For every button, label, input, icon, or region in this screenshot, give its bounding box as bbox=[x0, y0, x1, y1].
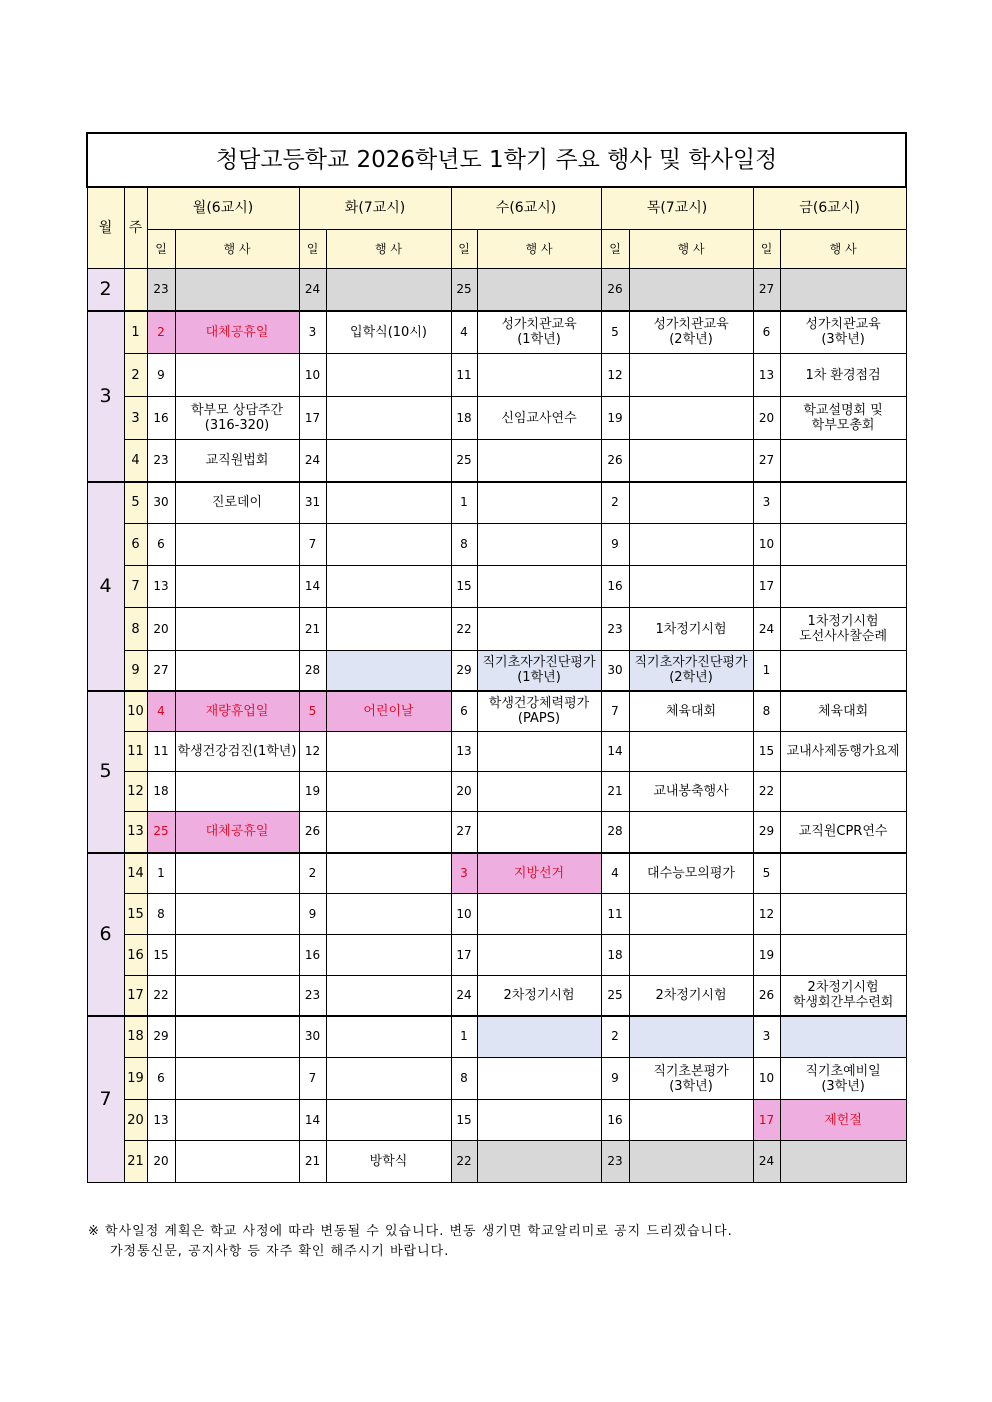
month-cell: 7 bbox=[87, 1016, 124, 1183]
week-cell: 19 bbox=[124, 1058, 147, 1100]
event-cell bbox=[326, 651, 451, 691]
event-cell bbox=[326, 608, 451, 651]
date-cell: 10 bbox=[753, 1058, 780, 1100]
event-cell bbox=[629, 1016, 753, 1058]
date-cell: 30 bbox=[299, 1016, 326, 1058]
event-cell bbox=[629, 524, 753, 566]
date-cell: 23 bbox=[299, 976, 326, 1016]
date-cell: 4 bbox=[147, 691, 175, 732]
event-cell bbox=[780, 566, 906, 608]
footnote-line-2: 가정통신문, 공지사항 등 자주 확인 해주시기 바랍니다. bbox=[110, 1244, 450, 1259]
day-header-fri: 금(6교시) bbox=[753, 187, 906, 230]
date-subheader: 일 bbox=[601, 230, 629, 269]
date-cell: 18 bbox=[601, 935, 629, 976]
date-cell: 15 bbox=[451, 566, 477, 608]
date-cell: 28 bbox=[601, 812, 629, 853]
date-cell: 14 bbox=[601, 732, 629, 772]
event-cell: 학생건강체력평가 (PAPS) bbox=[477, 691, 601, 732]
event-cell: 직기초예비일 (3학년) bbox=[780, 1058, 906, 1100]
event-cell bbox=[477, 1016, 601, 1058]
date-cell: 11 bbox=[601, 894, 629, 935]
date-cell: 15 bbox=[451, 1100, 477, 1141]
week-cell: 7 bbox=[124, 566, 147, 608]
week-header: 주 bbox=[124, 187, 147, 269]
date-cell: 31 bbox=[299, 482, 326, 524]
event-cell: 대수능모의평가 bbox=[629, 853, 753, 894]
date-cell: 25 bbox=[451, 440, 477, 482]
week-row bbox=[87, 1100, 906, 1141]
date-cell: 24 bbox=[299, 269, 326, 311]
week-row bbox=[87, 524, 906, 566]
date-cell: 27 bbox=[753, 269, 780, 311]
event-cell bbox=[175, 354, 299, 397]
event-cell bbox=[175, 1058, 299, 1100]
schedule-body bbox=[87, 269, 906, 1183]
event-cell bbox=[175, 1100, 299, 1141]
date-cell: 2 bbox=[601, 1016, 629, 1058]
event-cell bbox=[477, 1058, 601, 1100]
event-cell: 2차정기시험 학생회간부수련회 bbox=[780, 976, 906, 1016]
date-cell: 26 bbox=[601, 440, 629, 482]
date-cell: 22 bbox=[451, 608, 477, 651]
event-cell: 성가치관교육 (2학년) bbox=[629, 311, 753, 354]
event-cell bbox=[780, 935, 906, 976]
date-cell: 24 bbox=[753, 1141, 780, 1183]
event-cell bbox=[326, 1100, 451, 1141]
date-cell: 3 bbox=[753, 482, 780, 524]
date-cell: 5 bbox=[299, 691, 326, 732]
week-row bbox=[87, 772, 906, 812]
date-cell: 19 bbox=[601, 397, 629, 440]
date-cell: 22 bbox=[451, 1141, 477, 1183]
week-row bbox=[87, 1016, 906, 1058]
event-cell bbox=[780, 894, 906, 935]
event-cell bbox=[477, 1141, 601, 1183]
event-cell bbox=[780, 1016, 906, 1058]
event-cell: 진로데이 bbox=[175, 482, 299, 524]
week-cell: 5 bbox=[124, 482, 147, 524]
event-cell bbox=[326, 524, 451, 566]
date-cell: 13 bbox=[147, 1100, 175, 1141]
week-cell: 14 bbox=[124, 853, 147, 894]
date-cell: 11 bbox=[147, 732, 175, 772]
date-cell: 15 bbox=[753, 732, 780, 772]
event-cell bbox=[326, 772, 451, 812]
event-cell bbox=[477, 269, 601, 311]
event-cell: 재량휴업일 bbox=[175, 691, 299, 732]
event-cell bbox=[175, 269, 299, 311]
date-cell: 7 bbox=[299, 524, 326, 566]
month-header: 월 bbox=[87, 187, 124, 269]
event-cell: 대체공휴일 bbox=[175, 812, 299, 853]
date-cell: 24 bbox=[451, 976, 477, 1016]
event-cell: 대체공휴일 bbox=[175, 311, 299, 354]
date-cell: 10 bbox=[299, 354, 326, 397]
event-cell bbox=[629, 354, 753, 397]
event-cell bbox=[780, 524, 906, 566]
date-cell: 29 bbox=[753, 812, 780, 853]
month-cell: 4 bbox=[87, 482, 124, 691]
event-cell bbox=[780, 269, 906, 311]
event-cell bbox=[780, 440, 906, 482]
event-cell bbox=[326, 976, 451, 1016]
date-cell: 1 bbox=[753, 651, 780, 691]
date-subheader: 일 bbox=[299, 230, 326, 269]
date-cell: 20 bbox=[451, 772, 477, 812]
week-cell: 9 bbox=[124, 651, 147, 691]
week-row bbox=[87, 1141, 906, 1183]
week-cell: 3 bbox=[124, 397, 147, 440]
event-cell: 1차정기시험 도선사사찰순례 bbox=[780, 608, 906, 651]
event-cell bbox=[629, 482, 753, 524]
week-cell: 8 bbox=[124, 608, 147, 651]
event-cell bbox=[175, 976, 299, 1016]
event-cell bbox=[629, 440, 753, 482]
date-cell: 23 bbox=[601, 608, 629, 651]
event-subheader: 행 사 bbox=[780, 230, 906, 269]
date-cell: 5 bbox=[753, 853, 780, 894]
date-cell: 17 bbox=[753, 1100, 780, 1141]
week-cell: 16 bbox=[124, 935, 147, 976]
month-cell: 2 bbox=[87, 269, 124, 311]
date-cell: 25 bbox=[601, 976, 629, 1016]
event-cell: 1차정기시험 bbox=[629, 608, 753, 651]
event-cell bbox=[629, 732, 753, 772]
date-cell: 16 bbox=[299, 935, 326, 976]
event-cell bbox=[477, 482, 601, 524]
event-subheader: 행 사 bbox=[629, 230, 753, 269]
event-cell: 교내봉축행사 bbox=[629, 772, 753, 812]
date-cell: 4 bbox=[451, 311, 477, 354]
date-cell: 22 bbox=[753, 772, 780, 812]
event-cell: 성가치관교육 (3학년) bbox=[780, 311, 906, 354]
date-cell: 16 bbox=[601, 1100, 629, 1141]
date-cell: 25 bbox=[147, 812, 175, 853]
date-cell: 8 bbox=[451, 524, 477, 566]
date-cell: 27 bbox=[753, 440, 780, 482]
event-cell bbox=[780, 1141, 906, 1183]
date-cell: 18 bbox=[451, 397, 477, 440]
date-cell: 22 bbox=[147, 976, 175, 1016]
event-cell: 직기초자가진단평가 (2학년) bbox=[629, 651, 753, 691]
event-cell bbox=[175, 566, 299, 608]
week-cell: 2 bbox=[124, 354, 147, 397]
event-cell: 직기초본평가 (3학년) bbox=[629, 1058, 753, 1100]
date-cell: 20 bbox=[147, 1141, 175, 1183]
date-cell: 15 bbox=[147, 935, 175, 976]
event-cell: 제헌절 bbox=[780, 1100, 906, 1141]
week-row bbox=[87, 482, 906, 524]
event-cell bbox=[477, 935, 601, 976]
day-header-mon: 월(6교시) bbox=[147, 187, 299, 230]
event-cell bbox=[326, 354, 451, 397]
date-cell: 26 bbox=[601, 269, 629, 311]
date-cell: 16 bbox=[601, 566, 629, 608]
event-cell bbox=[629, 1100, 753, 1141]
week-row bbox=[87, 651, 906, 691]
event-cell bbox=[175, 651, 299, 691]
date-cell: 6 bbox=[147, 1058, 175, 1100]
event-cell: 성가치관교육 (1학년) bbox=[477, 311, 601, 354]
date-cell: 7 bbox=[299, 1058, 326, 1100]
date-cell: 7 bbox=[601, 691, 629, 732]
event-cell bbox=[326, 1016, 451, 1058]
date-cell: 8 bbox=[451, 1058, 477, 1100]
event-cell bbox=[629, 566, 753, 608]
event-subheader: 행 사 bbox=[175, 230, 299, 269]
event-cell bbox=[629, 935, 753, 976]
date-cell: 6 bbox=[147, 524, 175, 566]
date-cell: 23 bbox=[147, 440, 175, 482]
month-cell: 5 bbox=[87, 691, 124, 853]
date-subheader: 일 bbox=[451, 230, 477, 269]
date-cell: 29 bbox=[147, 1016, 175, 1058]
date-cell: 26 bbox=[753, 976, 780, 1016]
date-cell: 9 bbox=[299, 894, 326, 935]
event-cell: 학생건강검진(1학년) bbox=[175, 732, 299, 772]
event-cell: 교직원CPR연수 bbox=[780, 812, 906, 853]
date-cell: 2 bbox=[299, 853, 326, 894]
event-cell bbox=[477, 524, 601, 566]
date-cell: 2 bbox=[147, 311, 175, 354]
event-cell bbox=[629, 894, 753, 935]
week-cell: 17 bbox=[124, 976, 147, 1016]
event-cell bbox=[477, 354, 601, 397]
event-cell: 1차 환경점검 bbox=[780, 354, 906, 397]
date-cell: 21 bbox=[601, 772, 629, 812]
date-cell: 27 bbox=[451, 812, 477, 853]
date-cell: 10 bbox=[451, 894, 477, 935]
event-cell bbox=[477, 894, 601, 935]
week-row bbox=[87, 894, 906, 935]
event-cell: 2차정기시험 bbox=[477, 976, 601, 1016]
month-cell: 3 bbox=[87, 311, 124, 482]
date-cell: 16 bbox=[147, 397, 175, 440]
week-cell: 4 bbox=[124, 440, 147, 482]
date-cell: 18 bbox=[147, 772, 175, 812]
event-cell bbox=[326, 566, 451, 608]
event-cell bbox=[175, 1141, 299, 1183]
event-cell: 신임교사연수 bbox=[477, 397, 601, 440]
event-cell bbox=[175, 524, 299, 566]
day-header-thu: 목(7교시) bbox=[601, 187, 753, 230]
week-row bbox=[87, 732, 906, 772]
week-cell: 12 bbox=[124, 772, 147, 812]
week-cell: 1 bbox=[124, 311, 147, 354]
date-cell: 5 bbox=[601, 311, 629, 354]
week-cell bbox=[124, 269, 147, 311]
event-cell bbox=[175, 935, 299, 976]
date-cell: 9 bbox=[601, 524, 629, 566]
week-cell: 13 bbox=[124, 812, 147, 853]
event-cell bbox=[477, 812, 601, 853]
week-row bbox=[87, 566, 906, 608]
week-row bbox=[87, 935, 906, 976]
date-cell: 19 bbox=[299, 772, 326, 812]
date-cell: 17 bbox=[299, 397, 326, 440]
date-cell: 3 bbox=[753, 1016, 780, 1058]
date-cell: 14 bbox=[299, 566, 326, 608]
event-cell: 체육대회 bbox=[780, 691, 906, 732]
event-cell: 어린이날 bbox=[326, 691, 451, 732]
date-cell: 17 bbox=[451, 935, 477, 976]
event-cell bbox=[780, 853, 906, 894]
date-cell: 20 bbox=[147, 608, 175, 651]
month-cell: 6 bbox=[87, 853, 124, 1016]
date-cell: 12 bbox=[299, 732, 326, 772]
date-cell: 3 bbox=[451, 853, 477, 894]
footnote-line-1: ※ 학사일정 계획은 학교 사정에 따라 변동될 수 있습니다. 변동 생기면 학교알리미로 공지 드리겠습니다. bbox=[88, 1224, 733, 1239]
week-row bbox=[87, 311, 906, 354]
date-cell: 13 bbox=[451, 732, 477, 772]
week-cell: 10 bbox=[124, 691, 147, 732]
week-cell: 18 bbox=[124, 1016, 147, 1058]
event-cell bbox=[175, 894, 299, 935]
date-cell: 1 bbox=[147, 853, 175, 894]
week-row bbox=[87, 440, 906, 482]
date-cell: 30 bbox=[147, 482, 175, 524]
date-cell: 9 bbox=[147, 354, 175, 397]
date-cell: 23 bbox=[147, 269, 175, 311]
date-cell: 6 bbox=[753, 311, 780, 354]
event-cell bbox=[780, 651, 906, 691]
date-cell: 29 bbox=[451, 651, 477, 691]
date-cell: 3 bbox=[299, 311, 326, 354]
schedule-table bbox=[86, 132, 907, 1183]
event-cell bbox=[175, 608, 299, 651]
date-cell: 17 bbox=[753, 566, 780, 608]
date-cell: 28 bbox=[299, 651, 326, 691]
event-cell bbox=[780, 772, 906, 812]
date-cell: 13 bbox=[753, 354, 780, 397]
date-cell: 24 bbox=[753, 608, 780, 651]
event-cell bbox=[326, 269, 451, 311]
event-cell: 입학식(10시) bbox=[326, 311, 451, 354]
week-row bbox=[87, 976, 906, 1016]
event-cell: 2차정기시험 bbox=[629, 976, 753, 1016]
event-cell: 직기초자가진단평가 (1학년) bbox=[477, 651, 601, 691]
event-cell bbox=[326, 935, 451, 976]
event-cell bbox=[629, 397, 753, 440]
date-cell: 2 bbox=[601, 482, 629, 524]
week-row bbox=[87, 812, 906, 853]
date-cell: 12 bbox=[753, 894, 780, 935]
event-cell bbox=[326, 397, 451, 440]
event-cell bbox=[477, 608, 601, 651]
date-cell: 6 bbox=[451, 691, 477, 732]
date-cell: 20 bbox=[753, 397, 780, 440]
date-cell: 9 bbox=[601, 1058, 629, 1100]
event-cell: 방학식 bbox=[326, 1141, 451, 1183]
event-cell: 학부모 상담주간 (316-320) bbox=[175, 397, 299, 440]
event-cell bbox=[326, 482, 451, 524]
date-cell: 11 bbox=[451, 354, 477, 397]
event-subheader: 행 사 bbox=[326, 230, 451, 269]
date-cell: 4 bbox=[601, 853, 629, 894]
event-cell: 교내사제동행가요제 bbox=[780, 732, 906, 772]
page-title: 청담고등학교 2026학년도 1학기 주요 행사 및 학사일정 bbox=[87, 133, 906, 187]
date-cell: 26 bbox=[299, 812, 326, 853]
date-cell: 10 bbox=[753, 524, 780, 566]
event-cell bbox=[780, 482, 906, 524]
week-row bbox=[87, 397, 906, 440]
date-cell: 23 bbox=[601, 1141, 629, 1183]
date-cell: 14 bbox=[299, 1100, 326, 1141]
event-cell bbox=[326, 1058, 451, 1100]
week-cell: 6 bbox=[124, 524, 147, 566]
date-cell: 24 bbox=[299, 440, 326, 482]
event-cell bbox=[477, 440, 601, 482]
week-cell: 20 bbox=[124, 1100, 147, 1141]
date-cell: 1 bbox=[451, 1016, 477, 1058]
event-subheader: 행 사 bbox=[477, 230, 601, 269]
week-row bbox=[87, 691, 906, 732]
date-cell: 30 bbox=[601, 651, 629, 691]
date-subheader: 일 bbox=[147, 230, 175, 269]
week-cell: 11 bbox=[124, 732, 147, 772]
date-cell: 8 bbox=[147, 894, 175, 935]
event-cell bbox=[629, 812, 753, 853]
event-cell bbox=[326, 894, 451, 935]
date-cell: 25 bbox=[451, 269, 477, 311]
event-cell: 학교설명회 및 학부모총회 bbox=[780, 397, 906, 440]
event-cell bbox=[326, 732, 451, 772]
week-row bbox=[87, 269, 906, 311]
event-cell bbox=[477, 772, 601, 812]
date-cell: 19 bbox=[753, 935, 780, 976]
week-row bbox=[87, 853, 906, 894]
week-row bbox=[87, 1058, 906, 1100]
event-cell bbox=[477, 1100, 601, 1141]
event-cell bbox=[326, 812, 451, 853]
week-row bbox=[87, 608, 906, 651]
week-row bbox=[87, 354, 906, 397]
event-cell bbox=[477, 566, 601, 608]
date-cell: 21 bbox=[299, 608, 326, 651]
date-cell: 12 bbox=[601, 354, 629, 397]
date-cell: 13 bbox=[147, 566, 175, 608]
date-cell: 1 bbox=[451, 482, 477, 524]
event-cell: 지방선거 bbox=[477, 853, 601, 894]
event-cell bbox=[629, 269, 753, 311]
event-cell bbox=[326, 440, 451, 482]
day-header-wed: 수(6교시) bbox=[451, 187, 601, 230]
date-cell: 27 bbox=[147, 651, 175, 691]
week-cell: 21 bbox=[124, 1141, 147, 1183]
event-cell bbox=[175, 853, 299, 894]
event-cell: 교직원법회 bbox=[175, 440, 299, 482]
date-cell: 8 bbox=[753, 691, 780, 732]
week-cell: 15 bbox=[124, 894, 147, 935]
event-cell bbox=[175, 772, 299, 812]
event-cell bbox=[326, 853, 451, 894]
day-header-tue: 화(7교시) bbox=[299, 187, 451, 230]
event-cell: 체육대회 bbox=[629, 691, 753, 732]
event-cell bbox=[175, 1016, 299, 1058]
event-cell bbox=[477, 732, 601, 772]
date-cell: 21 bbox=[299, 1141, 326, 1183]
event-cell bbox=[629, 1141, 753, 1183]
date-subheader: 일 bbox=[753, 230, 780, 269]
